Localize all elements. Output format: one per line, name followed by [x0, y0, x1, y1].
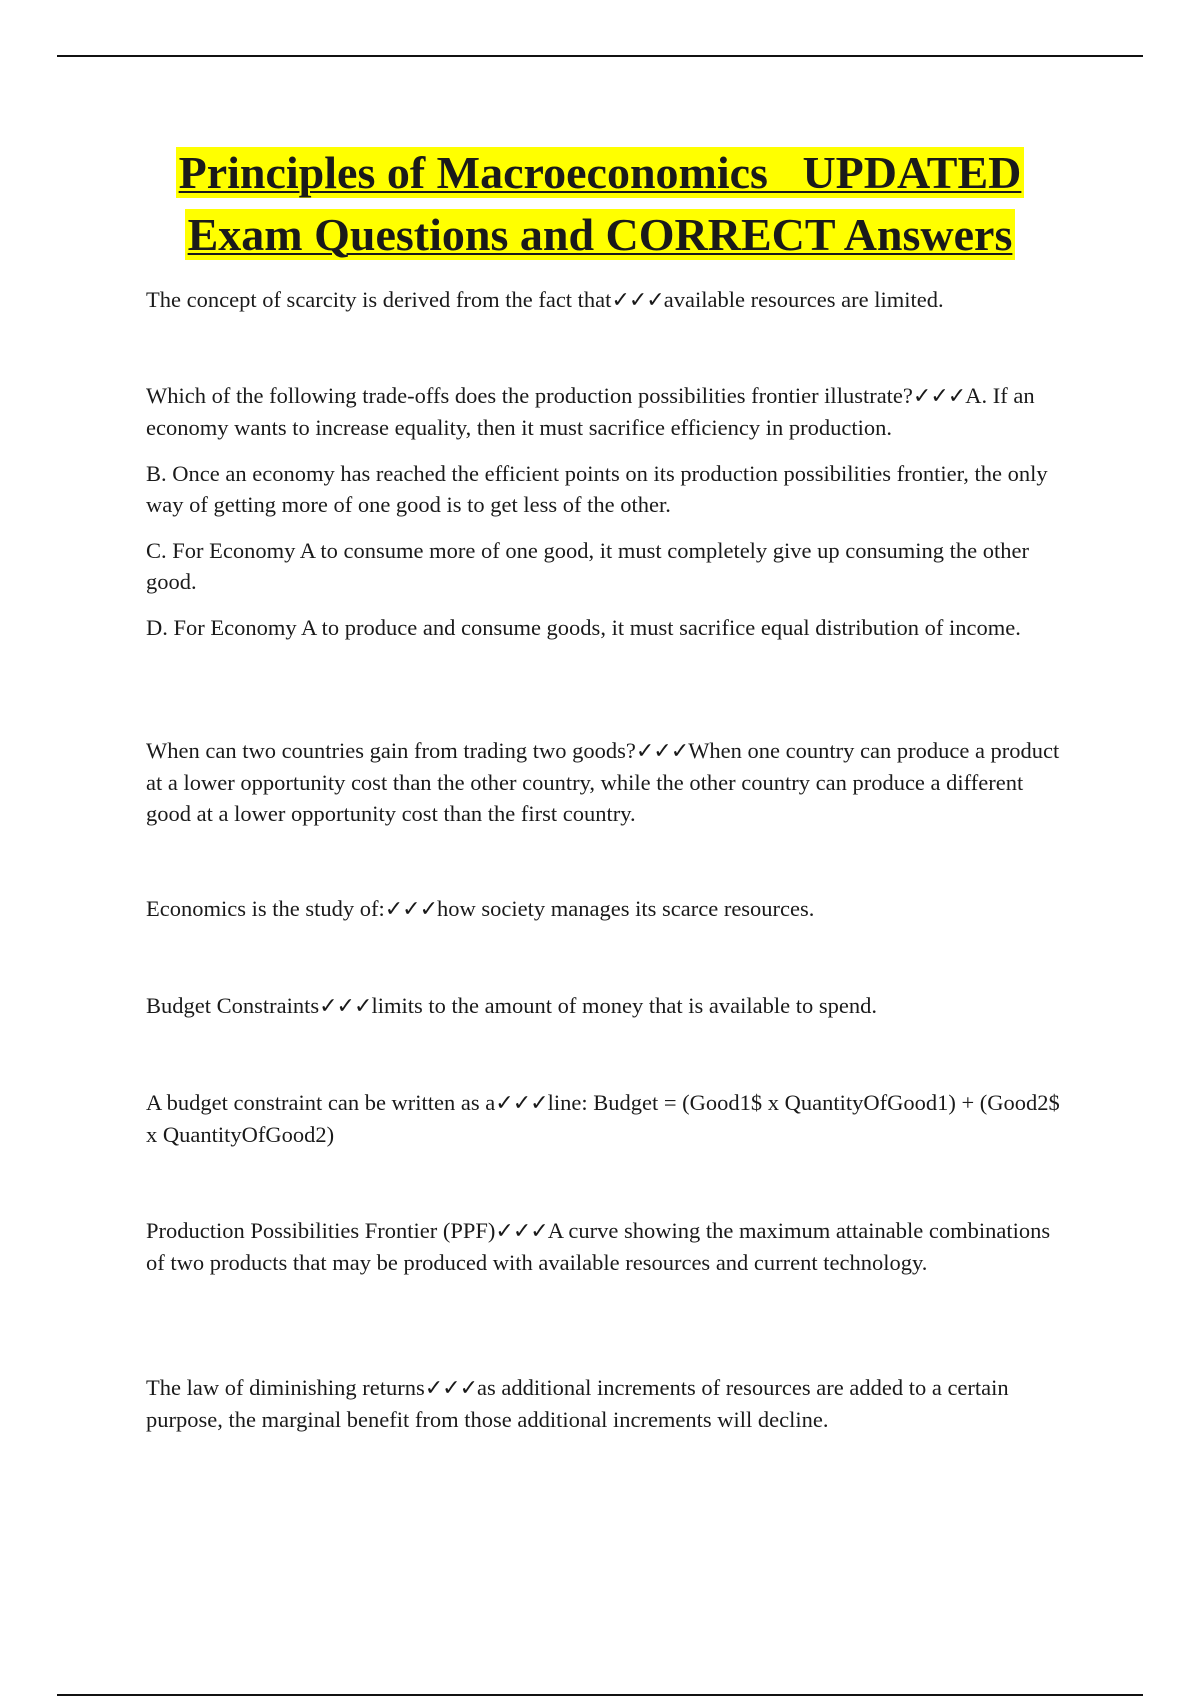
- question-text: The law of diminishing returns: [146, 1375, 425, 1400]
- qa-item-trade: [146, 735, 1066, 829]
- question-text: A budget constraint can be written as a: [146, 1090, 496, 1115]
- answer-option-c: C. For Economy A to consume more of one good, it must completely give up consuming the other good.: [146, 538, 1030, 594]
- qa-item-ppf-tradeoffs: [146, 380, 1066, 443]
- qa-item-scarcity: [146, 284, 1066, 316]
- check-mark-icon: ✓✓✓: [424, 1376, 478, 1401]
- qa-item-economics: [146, 893, 1066, 925]
- answer-option-c-block: [146, 535, 1066, 597]
- answer-text: A curve showing the maximum attainable combinations of two products that may be produced with available resources and current technology.: [146, 1218, 1051, 1275]
- answer-option-d: D. For Economy A to produce and consume goods, it must sacrifice equal distribution of income.: [146, 615, 1021, 640]
- qa-item-diminishing-returns: [146, 1372, 1066, 1435]
- title-line-1: Principles of Macroeconomics UPDATED: [176, 147, 1025, 198]
- check-mark-icon: ✓✓✓: [912, 384, 966, 409]
- answer-text: how society manages its scarce resources.: [437, 896, 815, 921]
- check-mark-icon: ✓✓✓: [495, 1219, 548, 1244]
- document-title: [60, 142, 1140, 266]
- check-mark-icon: ✓✓✓: [635, 739, 689, 764]
- check-mark-icon: ✓✓✓: [611, 288, 664, 313]
- answer-text: When one country can produce a product at a lower opportunity cost than the other country, while the other country can produce a different good at a lower opportunity cost than the first country.: [146, 738, 1060, 826]
- question-text: Which of the following trade-offs does the production possibilities frontier illustrate?: [146, 383, 913, 408]
- check-mark-icon: ✓✓✓: [495, 1091, 548, 1116]
- check-mark-icon: ✓✓✓: [384, 897, 438, 922]
- question-text: Economics is the study of:: [146, 896, 385, 921]
- answer-option-b: B. Once an economy has reached the efficient points on its production possibilities frontier, the only way of getting more of one good is to get less of the other.: [146, 461, 1048, 517]
- answer-option-b-block: [146, 458, 1066, 520]
- question-text: The concept of scarcity is derived from the fact that: [146, 287, 612, 312]
- answer-text: limits to the amount of money that is available to spend.: [371, 993, 877, 1018]
- top-rule: [57, 55, 1143, 57]
- check-mark-icon: ✓✓✓: [319, 994, 372, 1019]
- answer-option-a: A. If an economy wants to increase equality, then it must sacrifice efficiency in production.: [146, 383, 1035, 440]
- answer-option-d-block: [146, 612, 1066, 643]
- question-text: Production Possibilities Frontier (PPF): [146, 1218, 496, 1243]
- answer-text: line: Budget = (Good1$ x QuantityOfGood1) + (Good2$ x QuantityOfGood2): [146, 1090, 1060, 1147]
- bottom-rule: [57, 1694, 1143, 1696]
- title-line-2: Exam Questions and CORRECT Answers: [185, 209, 1016, 260]
- question-text: When can two countries gain from trading two goods?: [146, 738, 636, 763]
- qa-item-budget-constraints: [146, 990, 1066, 1022]
- answer-text: as additional increments of resources are added to a certain purpose, the marginal benefit from those additional increments will decline.: [146, 1375, 1009, 1432]
- answer-text: available resources are limited.: [663, 287, 944, 312]
- qa-item-ppf: [146, 1215, 1066, 1278]
- qa-item-budget-line: [146, 1087, 1066, 1150]
- question-text: Budget Constraints: [146, 993, 320, 1018]
